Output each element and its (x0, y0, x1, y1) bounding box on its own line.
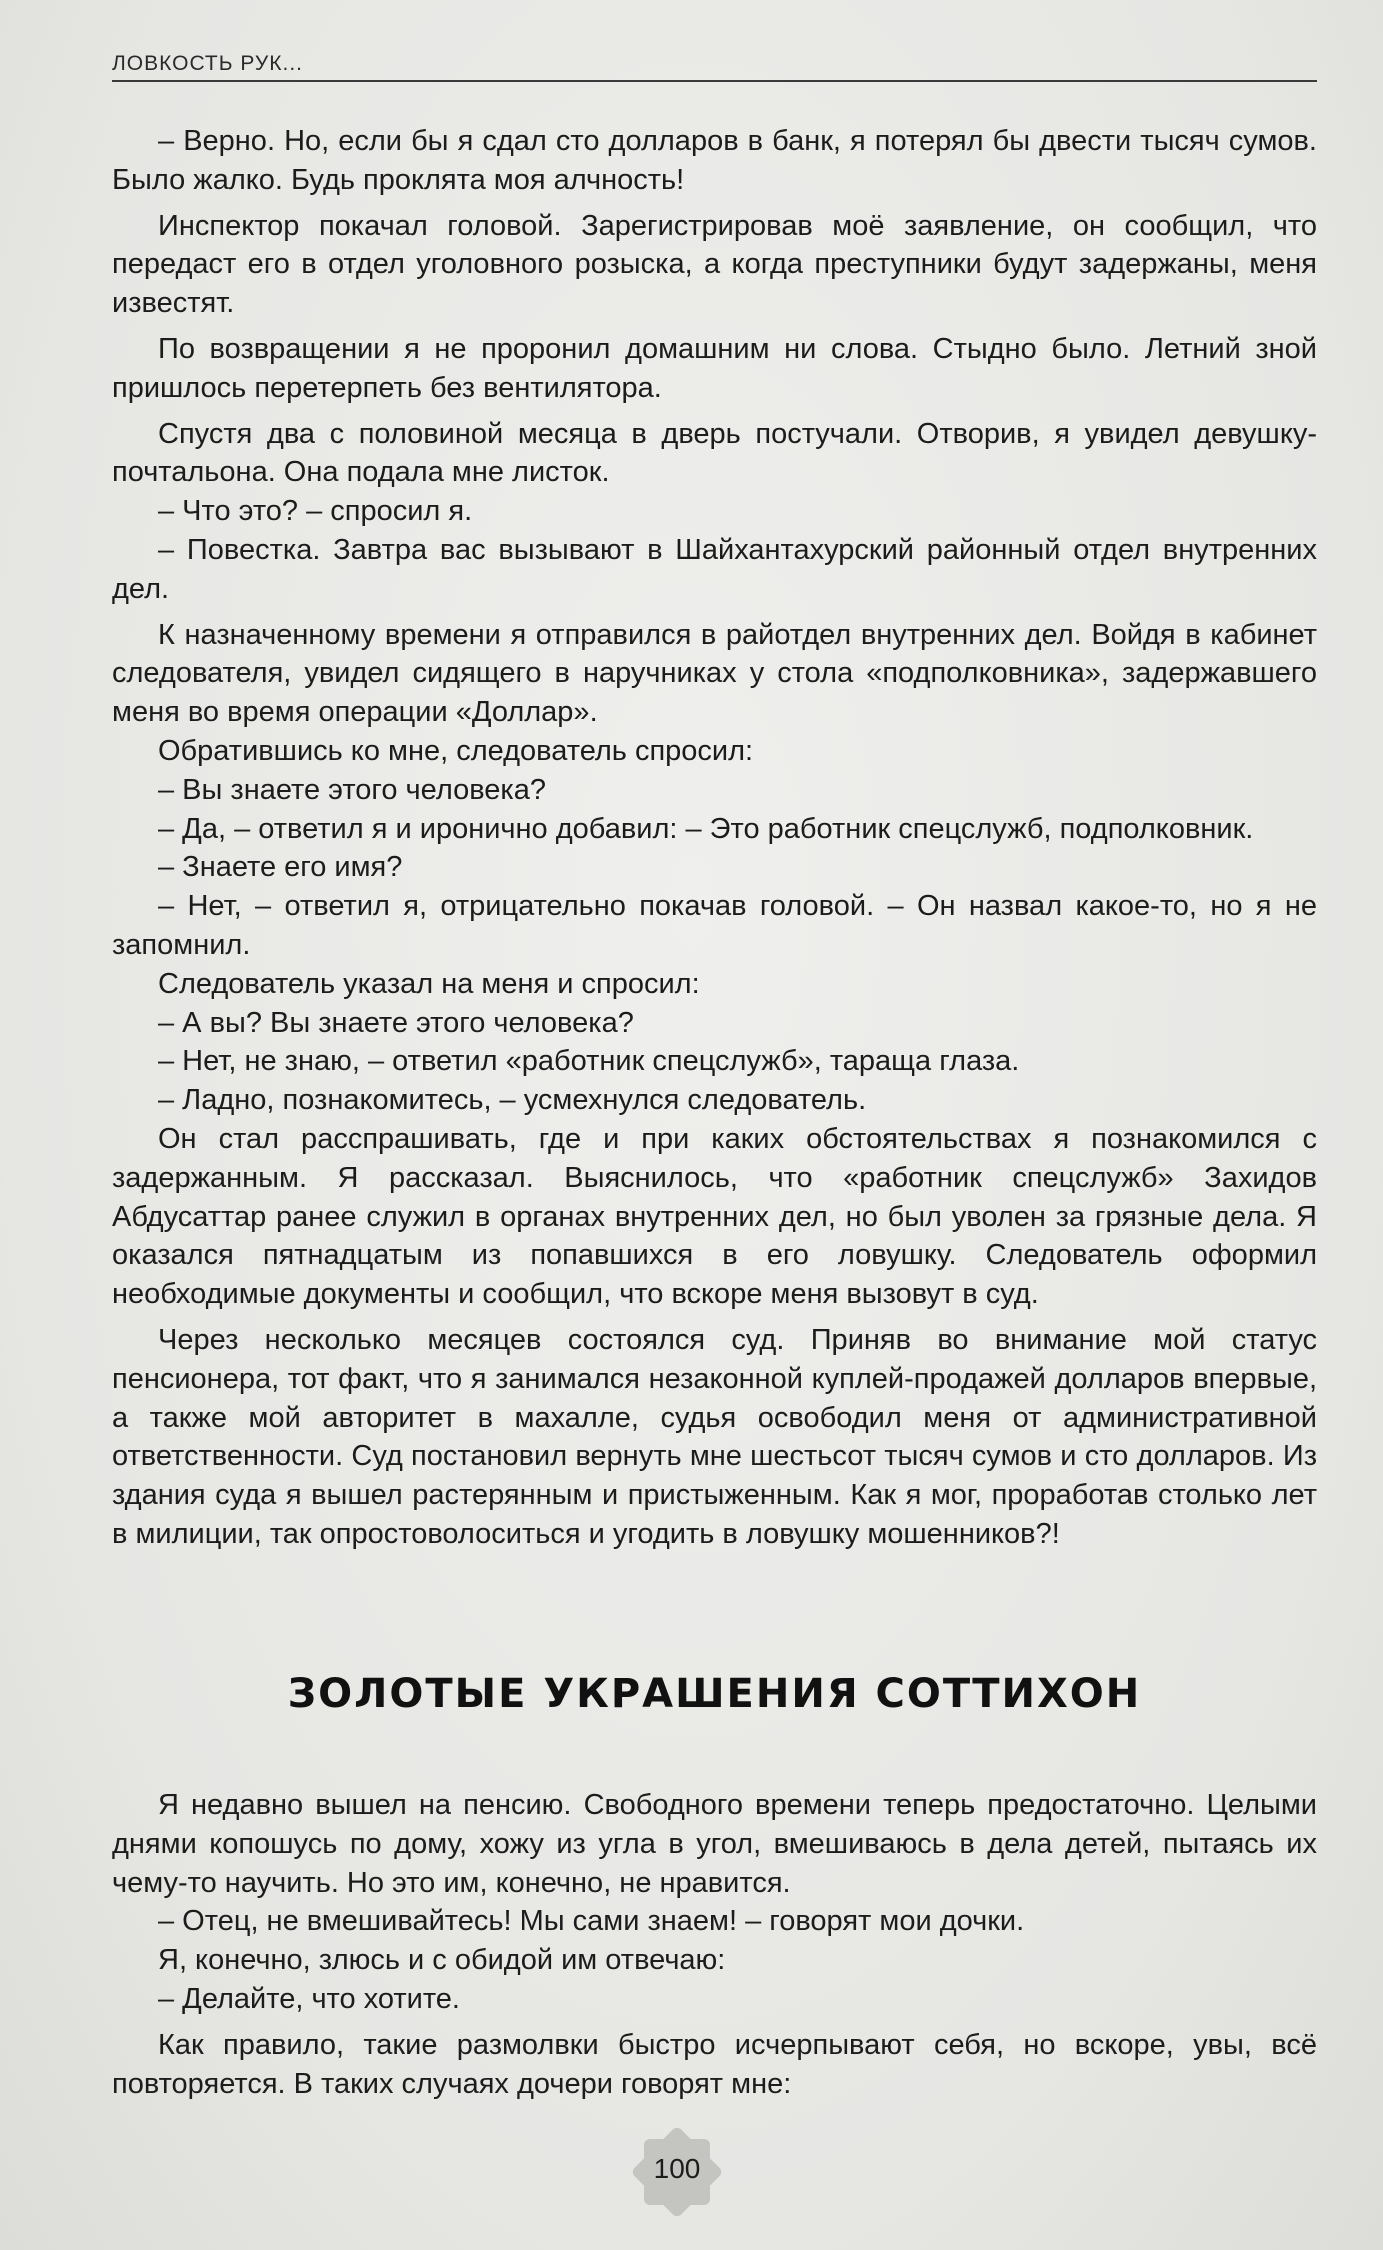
paragraph: Спустя два с половиной месяца в дверь постучали. Отворив, я увидел девушку-почтальона. Она подала мне листок. (112, 417, 1317, 489)
paragraph: – Ладно, познакомитесь, – усмехнулся следователь. (158, 1084, 867, 1117)
body-text-lower (112, 1786, 1317, 2103)
paragraph: – Да, – ответил я и иронично добавил: – Это работник спецслужб, подполковник. (158, 812, 1254, 845)
paragraph: – Нет, не знаю, – ответил «работник спецслужб», тараща глаза. (158, 1045, 1020, 1078)
paragraph: Инспектор покачал головой. Зарегистрировав моё заявление, он сообщил, что передаст его в отдел уголовного розыска, а когда преступники будут задержаны, меня известят. (112, 209, 1317, 320)
paragraph: Он стал расспрашивать, где и при каких обстоятельствах я познакомился с задержанным. Я рассказал. Выяснилось, что «работник спецслужб» Захидов Абдусаттар ранее служил в органах внутренних дел, но был уволен за грязные дела. Я оказался пятнадцатым из попавшихся в его ловушку. Следователь оформил необходимые документы и сообщил, что вскоре меня вызовут в суд. (112, 1122, 1317, 1311)
paragraph: Я, конечно, злюсь и с обидой им отвечаю: (158, 1944, 726, 1977)
paragraph: – Делайте, что хотите. (158, 1982, 460, 2015)
paragraph: – Повестка. Завтра вас вызывают в Шайхантахурский районный отдел внутренних дел. (112, 533, 1317, 605)
paragraph: – Верно. Но, если бы я сдал сто долларов в банк, я потерял бы двести тысяч сумов. Было жалко. Будь проклята моя алчность! (112, 125, 1317, 196)
paragraph: – Знаете его имя? (158, 851, 403, 884)
section-title: ЗОЛОТЫЕ УКРАШЕНИЯ СОТТИХОН (287, 1671, 1142, 1717)
paragraph: – Нет, – ответил я, отрицательно покачав головой. – Он назвал какое-то, но я не запомнил. (112, 890, 1317, 961)
paragraph: По возвращении я не проронил домашним ни слова. Стыдно было. Летний зной пришлось перетерпеть без вентилятора. (112, 332, 1317, 404)
paragraph: – А вы? Вы знаете этого человека? (158, 1006, 634, 1039)
paragraph: – Что это? – спросил я. (158, 495, 473, 528)
paragraph: Как правило, такие размолвки быстро исчерпывают себя, но вскоре, увы, всё повторяется. В таких случаях дочери говорят мне: (112, 2028, 1317, 2100)
running-head: ЛОВКОСТЬ РУК... (112, 52, 303, 75)
paragraph: Через несколько месяцев состоялся суд. Приняв во внимание мой статус пенсионера, тот факт, что я занимался незаконной куплей-продажей долларов впервые, а также мой авторитет в махалле, судья освободил меня от административной ответственности. Суд постановил вернуть мне шестьсот тысяч сумов и сто долларов. Из здания суда я вышел растерянным и пристыженным. Как я мог, проработав столько лет в милиции, так опростоволоситься и угодить в ловушку мошенников?! (112, 1323, 1317, 1550)
paragraph: К назначенному времени я отправился в райотдел внутренних дел. Войдя в кабинет следователя, увидел сидящего в наручниках у стола «подполковника», задержавшего меня во время операции «Доллар». (112, 618, 1317, 729)
paragraph: – Отец, не вмешивайтесь! Мы сами знаем! – говорят мои дочки. (158, 1905, 1025, 1938)
page-number-badge (636, 2131, 718, 2213)
paragraph: Следователь указал на меня и спросил: (158, 967, 700, 1000)
header-rule (112, 80, 1317, 82)
paragraph: Обратившись ко мне, следователь спросил: (158, 734, 754, 767)
body-text-upper (112, 122, 1317, 1554)
paragraph: – Вы знаете этого человека? (158, 773, 546, 806)
page-number: 100 (653, 2153, 701, 2184)
paragraph: Я недавно вышел на пенсию. Свободного времени теперь предостаточно. Целыми днями копошусь по дому, хожу из угла в угол, вмешиваюсь в дела детей, пытаясь их чему-то научить. Но это им, конечно, не нравится. (112, 1789, 1317, 1899)
